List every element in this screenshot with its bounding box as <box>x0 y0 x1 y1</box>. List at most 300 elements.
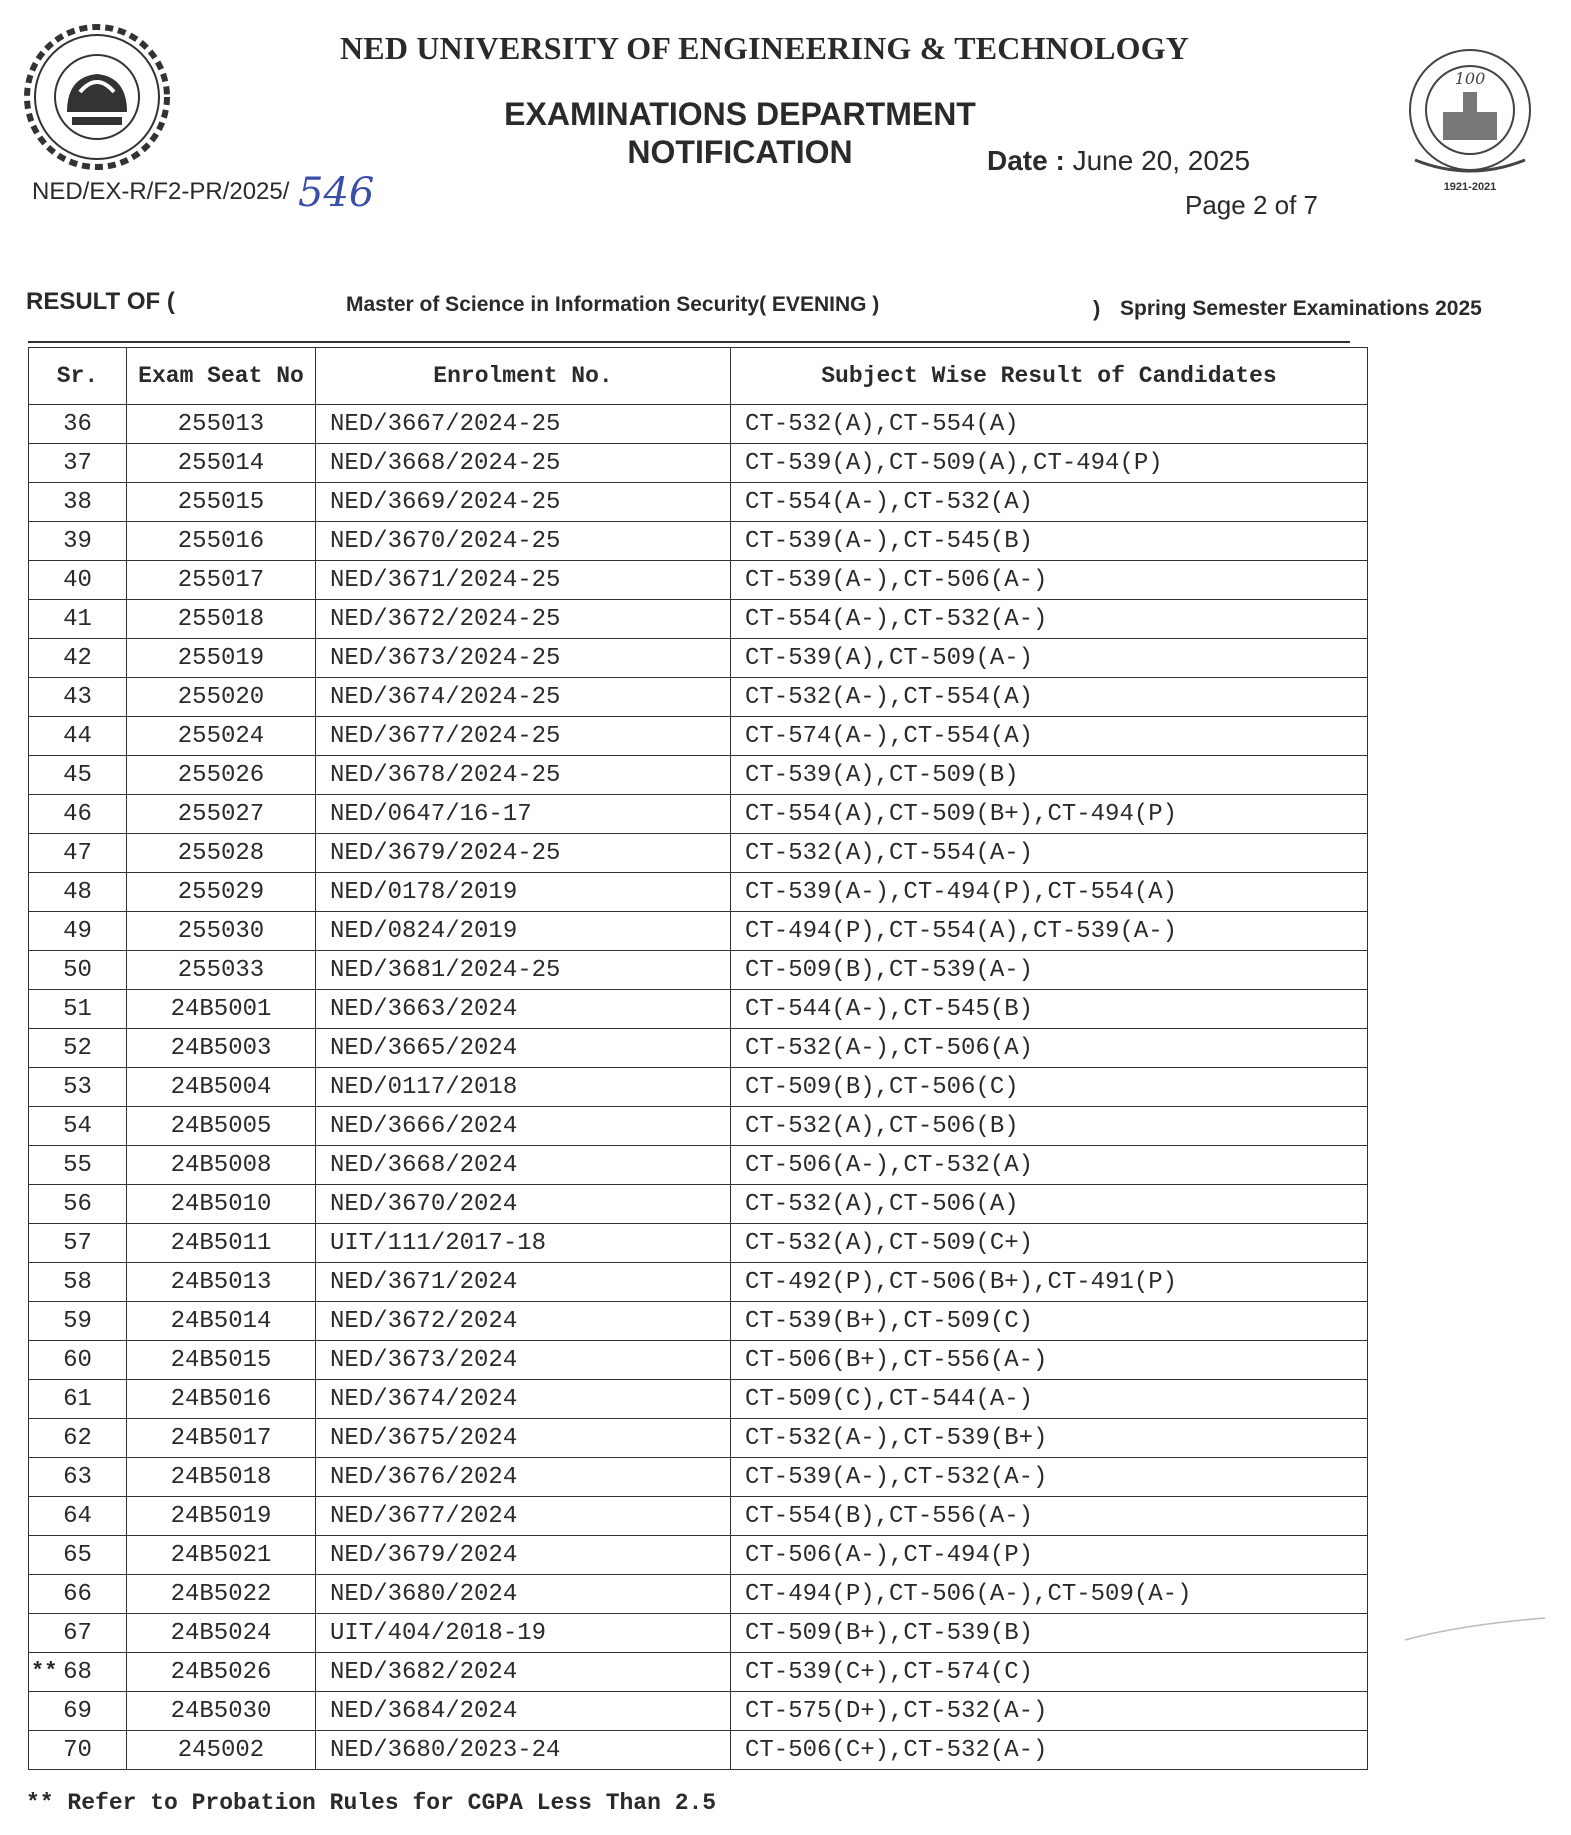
seat-no-cell <box>127 912 316 951</box>
enrolment-cell-text: NED/3670/2024-25 <box>330 527 561 555</box>
result-cell <box>731 1224 1368 1263</box>
result-cell-text: CT-509(B),CT-539(A-) <box>745 956 1034 984</box>
sr-cell-text: 52 <box>63 1034 92 1062</box>
table-row <box>29 951 1368 990</box>
result-cell <box>731 1497 1368 1536</box>
seat-no-cell-text: 24B5011 <box>170 1229 272 1257</box>
seat-no-cell <box>127 1419 316 1458</box>
enrolment-cell <box>316 561 731 600</box>
result-cell-text: CT-532(A-),CT-554(A) <box>745 683 1034 711</box>
enrolment-cell-text: NED/0824/2019 <box>330 917 518 945</box>
enrolment-cell-text: UIT/404/2018-19 <box>330 1619 547 1647</box>
university-name: NED UNIVERSITY OF ENGINEERING & TECHNOLOGY <box>340 30 1190 66</box>
seat-no-cell <box>127 678 316 717</box>
sr-cell-text: 45 <box>63 761 92 789</box>
enrolment-cell-text: NED/3681/2024-25 <box>330 956 561 984</box>
result-cell-text: CT-554(A-),CT-532(A) <box>745 488 1034 516</box>
result-cell-text: CT-494(P),CT-554(A),CT-539(A-) <box>745 917 1178 945</box>
sr-cell-text: 40 <box>63 566 92 594</box>
result-cell-text: CT-532(A),CT-554(A) <box>745 410 1019 438</box>
enrolment-cell-text: NED/3684/2024 <box>330 1697 518 1725</box>
result-of-label: RESULT OF ( <box>26 288 175 315</box>
sr-cell-text: 60 <box>63 1346 92 1374</box>
sr-cell <box>29 912 127 951</box>
table-row <box>29 1341 1368 1380</box>
table-row <box>29 873 1368 912</box>
sr-cell <box>29 522 127 561</box>
sr-cell-text: 67 <box>63 1619 92 1647</box>
sr-cell <box>29 1497 127 1536</box>
sr-cell-text: 63 <box>63 1463 92 1491</box>
header-divider <box>28 341 1350 343</box>
sr-cell-text: 43 <box>63 683 92 711</box>
seat-no-cell <box>127 1380 316 1419</box>
enrolment-cell-text: NED/3679/2024 <box>330 1541 518 1569</box>
result-cell <box>731 1146 1368 1185</box>
table-row <box>29 795 1368 834</box>
enrolment-cell <box>316 1731 731 1770</box>
enrolment-cell-text: NED/3682/2024 <box>330 1658 518 1686</box>
seat-no-cell-text: 255026 <box>177 761 265 789</box>
sr-cell-text: 42 <box>63 644 92 672</box>
sr-cell-text: 59 <box>63 1307 92 1335</box>
seat-no-cell <box>127 561 316 600</box>
seat-no-cell-text: 24B5001 <box>170 995 272 1023</box>
sr-cell-text: 64 <box>63 1502 92 1530</box>
seat-no-cell <box>127 483 316 522</box>
seat-no-cell-text: 24B5026 <box>170 1658 272 1686</box>
enrolment-cell-text: NED/3673/2024 <box>330 1346 518 1374</box>
enrolment-cell-text: NED/3666/2024 <box>330 1112 518 1140</box>
result-cell <box>731 1575 1368 1614</box>
seat-no-cell <box>127 1029 316 1068</box>
result-cell-text: CT-539(A),CT-509(B) <box>745 761 1019 789</box>
table-row <box>29 990 1368 1029</box>
seat-no-cell <box>127 522 316 561</box>
result-cell <box>731 795 1368 834</box>
result-of-close: ) <box>1093 296 1101 321</box>
seat-no-cell-text: 24B5024 <box>170 1619 272 1647</box>
result-cell-text: CT-554(A),CT-509(B+),CT-494(P) <box>745 800 1178 828</box>
table-row <box>29 1692 1368 1731</box>
sr-cell <box>29 444 127 483</box>
table-row <box>29 1029 1368 1068</box>
seat-no-cell <box>127 834 316 873</box>
sr-cell-text: 48 <box>63 878 92 906</box>
enrolment-cell-text: NED/3674/2024-25 <box>330 683 561 711</box>
enrolment-cell-text: NED/3676/2024 <box>330 1463 518 1491</box>
enrolment-cell <box>316 1419 731 1458</box>
result-cell-text: CT-575(D+),CT-532(A-) <box>745 1697 1048 1725</box>
result-cell-text: CT-539(B+),CT-509(C) <box>745 1307 1034 1335</box>
sr-cell <box>29 1146 127 1185</box>
result-cell-text: CT-574(A-),CT-554(A) <box>745 722 1034 750</box>
result-cell <box>731 1185 1368 1224</box>
results-table <box>28 347 1368 1770</box>
enrolment-cell <box>316 1107 731 1146</box>
date-line <box>987 145 1250 177</box>
sr-cell-text: 56 <box>63 1190 92 1218</box>
result-cell-text: CT-532(A),CT-506(A) <box>745 1190 1019 1218</box>
enrolment-cell-text: NED/3677/2024-25 <box>330 722 561 750</box>
seat-no-cell-text: 24B5004 <box>170 1073 272 1101</box>
seat-no-cell-text: 255029 <box>177 878 265 906</box>
enrolment-cell <box>316 912 731 951</box>
enrolment-cell-text: NED/3674/2024 <box>330 1385 518 1413</box>
pen-mark <box>1400 1600 1550 1650</box>
seat-no-cell-text: 24B5018 <box>170 1463 272 1491</box>
table-row <box>29 600 1368 639</box>
result-cell-text: CT-506(A-),CT-494(P) <box>745 1541 1034 1569</box>
sr-cell <box>29 1731 127 1770</box>
seat-no-cell-text: 24B5019 <box>170 1502 272 1530</box>
sr-cell-text: 50 <box>63 956 92 984</box>
seat-no-cell <box>127 1653 316 1692</box>
table-row <box>29 1614 1368 1653</box>
result-cell-text: CT-539(A-),CT-506(A-) <box>745 566 1048 594</box>
sr-cell-text: 36 <box>63 410 92 438</box>
sr-cell <box>29 561 127 600</box>
seat-no-cell <box>127 1146 316 1185</box>
sr-cell <box>29 1380 127 1419</box>
enrolment-cell <box>316 444 731 483</box>
enrolment-cell <box>316 600 731 639</box>
enrolment-cell-text: NED/0647/16-17 <box>330 800 532 828</box>
seat-no-cell <box>127 717 316 756</box>
reference-handwritten: 546 <box>298 170 375 216</box>
enrolment-cell-text: NED/3668/2024-25 <box>330 449 561 477</box>
enrolment-cell-text: NED/3668/2024 <box>330 1151 518 1179</box>
result-cell-text: CT-539(A-),CT-494(P),CT-554(A) <box>745 878 1178 906</box>
table-row <box>29 1731 1368 1770</box>
sr-cell-text: 68 <box>63 1658 92 1686</box>
table-row <box>29 639 1368 678</box>
enrolment-cell <box>316 678 731 717</box>
table-row <box>29 483 1368 522</box>
result-cell-text: CT-532(A),CT-554(A-) <box>745 839 1034 867</box>
seat-no-cell-text: 24B5010 <box>170 1190 272 1218</box>
sr-cell-text: 46 <box>63 800 92 828</box>
seat-no-cell-text: 255016 <box>177 527 265 555</box>
sr-cell <box>29 1614 127 1653</box>
table-row <box>29 1536 1368 1575</box>
seat-no-cell <box>127 1497 316 1536</box>
enrolment-cell <box>316 717 731 756</box>
table-row <box>29 1068 1368 1107</box>
table-row <box>29 1653 1368 1692</box>
sr-cell-text: 55 <box>63 1151 92 1179</box>
result-cell <box>731 951 1368 990</box>
sr-cell <box>29 990 127 1029</box>
result-cell <box>731 1419 1368 1458</box>
department-title: EXAMINATIONS DEPARTMENT <box>504 96 976 132</box>
enrolment-cell <box>316 1614 731 1653</box>
sr-cell <box>29 795 127 834</box>
enrolment-cell-text: NED/3663/2024 <box>330 995 518 1023</box>
result-cell <box>731 1692 1368 1731</box>
enrolment-cell-text: NED/3667/2024-25 <box>330 410 561 438</box>
seat-no-cell-text: 24B5008 <box>170 1151 272 1179</box>
sr-cell <box>29 834 127 873</box>
sr-cell-text: 61 <box>63 1385 92 1413</box>
result-cell <box>731 873 1368 912</box>
seat-no-cell <box>127 1692 316 1731</box>
enrolment-cell-text: NED/0178/2019 <box>330 878 518 906</box>
result-cell-text: CT-539(C+),CT-574(C) <box>745 1658 1034 1686</box>
sr-cell <box>29 678 127 717</box>
ned-gear-logo-left <box>22 22 172 172</box>
seat-no-cell-text: 24B5030 <box>170 1697 272 1725</box>
sr-cell <box>29 600 127 639</box>
result-cell-text: CT-532(A-),CT-506(A) <box>745 1034 1034 1062</box>
result-cell <box>731 912 1368 951</box>
seat-no-cell-text: 255020 <box>177 683 265 711</box>
result-cell-text: CT-506(B+),CT-556(A-) <box>745 1346 1048 1374</box>
sr-cell-text: 62 <box>63 1424 92 1452</box>
sr-cell <box>29 1458 127 1497</box>
result-cell <box>731 1302 1368 1341</box>
header-subject-result: Subject Wise Result of Candidates <box>731 348 1368 405</box>
table-row <box>29 1107 1368 1146</box>
seat-no-cell <box>127 1731 316 1770</box>
sr-cell-text: 70 <box>63 1736 92 1764</box>
seat-no-cell-text: 255013 <box>177 410 265 438</box>
seat-no-cell <box>127 1068 316 1107</box>
result-cell <box>731 678 1368 717</box>
seat-no-cell <box>127 873 316 912</box>
result-cell-text: CT-539(A),CT-509(A-) <box>745 644 1034 672</box>
result-cell <box>731 1029 1368 1068</box>
table-row <box>29 912 1368 951</box>
sr-cell-text: 49 <box>63 917 92 945</box>
probation-footnote: ** Refer to Probation Rules for CGPA Less Than 2.5 <box>26 1790 717 1816</box>
sr-cell <box>29 1341 127 1380</box>
table-row <box>29 522 1368 561</box>
enrolment-cell-text: NED/3665/2024 <box>330 1034 518 1062</box>
result-cell <box>731 483 1368 522</box>
result-cell-text: CT-532(A),CT-509(C+) <box>745 1229 1034 1257</box>
seat-no-cell-text: 24B5021 <box>170 1541 272 1569</box>
enrolment-cell <box>316 1536 731 1575</box>
enrolment-cell-text: NED/3672/2024-25 <box>330 605 561 633</box>
result-cell-text: CT-509(B),CT-506(C) <box>745 1073 1019 1101</box>
result-cell <box>731 1263 1368 1302</box>
seat-no-cell <box>127 600 316 639</box>
enrolment-cell-text: NED/0117/2018 <box>330 1073 518 1101</box>
result-cell <box>731 717 1368 756</box>
enrolment-cell <box>316 1029 731 1068</box>
seat-no-cell <box>127 795 316 834</box>
seat-no-cell <box>127 1224 316 1263</box>
sr-cell-text: 39 <box>63 527 92 555</box>
seat-no-cell-text: 255019 <box>177 644 265 672</box>
sr-cell-text: 37 <box>63 449 92 477</box>
result-cell-text: CT-539(A),CT-509(A),CT-494(P) <box>745 449 1163 477</box>
result-cell <box>731 600 1368 639</box>
svg-text:1921-2021: 1921-2021 <box>1443 181 1497 192</box>
enrolment-cell <box>316 483 731 522</box>
seat-no-cell-text: 255018 <box>177 605 265 633</box>
seat-no-cell-text: 255033 <box>177 956 265 984</box>
enrolment-cell <box>316 1497 731 1536</box>
seat-no-cell <box>127 1302 316 1341</box>
sr-cell <box>29 1029 127 1068</box>
result-cell-text: CT-554(B),CT-556(A-) <box>745 1502 1034 1530</box>
enrolment-cell-text: NED/3671/2024 <box>330 1268 518 1296</box>
seat-no-cell <box>127 1458 316 1497</box>
enrolment-cell <box>316 1458 731 1497</box>
enrolment-cell <box>316 1068 731 1107</box>
header-enrolment-no: Enrolment No. <box>316 348 731 405</box>
table-row <box>29 1497 1368 1536</box>
sr-cell <box>29 1068 127 1107</box>
sr-cell <box>29 1107 127 1146</box>
result-cell <box>731 1731 1368 1770</box>
enrolment-cell <box>316 405 731 444</box>
sr-cell-text: 66 <box>63 1580 92 1608</box>
table-row <box>29 1263 1368 1302</box>
sr-cell-text: 65 <box>63 1541 92 1569</box>
seat-no-cell <box>127 1107 316 1146</box>
table-row <box>29 1302 1368 1341</box>
table-row <box>29 1185 1368 1224</box>
result-cell <box>731 1653 1368 1692</box>
result-cell <box>731 444 1368 483</box>
result-cell <box>731 1536 1368 1575</box>
ned-centenary-logo-right <box>1395 42 1545 192</box>
table-row <box>29 1146 1368 1185</box>
enrolment-cell <box>316 990 731 1029</box>
seat-no-cell-text: 24B5022 <box>170 1580 272 1608</box>
result-cell-text: CT-492(P),CT-506(B+),CT-491(P) <box>745 1268 1178 1296</box>
result-cell-text: CT-554(A-),CT-532(A-) <box>745 605 1048 633</box>
enrolment-cell <box>316 1341 731 1380</box>
enrolment-cell <box>316 1692 731 1731</box>
sr-cell-text: 58 <box>63 1268 92 1296</box>
enrolment-cell <box>316 1380 731 1419</box>
result-cell-text: CT-539(A-),CT-532(A-) <box>745 1463 1048 1491</box>
seat-no-cell-text: 24B5014 <box>170 1307 272 1335</box>
table-header-row <box>29 348 1368 405</box>
sr-cell-text: 54 <box>63 1112 92 1140</box>
seat-no-cell-text: 255028 <box>177 839 265 867</box>
seat-no-cell-text: 24B5016 <box>170 1385 272 1413</box>
reference-number: NED/EX-R/F2-PR/2025/ <box>32 178 290 205</box>
enrolment-cell-text: NED/3672/2024 <box>330 1307 518 1335</box>
enrolment-cell-text: UIT/111/2017-18 <box>330 1229 547 1257</box>
date-value: June 20, 2025 <box>1072 145 1251 176</box>
result-cell <box>731 1068 1368 1107</box>
result-cell <box>731 990 1368 1029</box>
seat-no-cell-text: 24B5003 <box>170 1034 272 1062</box>
sr-cell-text: 51 <box>63 995 92 1023</box>
table-row <box>29 1224 1368 1263</box>
enrolment-cell <box>316 639 731 678</box>
table-row <box>29 444 1368 483</box>
result-cell <box>731 1107 1368 1146</box>
seat-no-cell <box>127 990 316 1029</box>
enrolment-cell <box>316 795 731 834</box>
result-cell <box>731 1380 1368 1419</box>
enrolment-cell <box>316 834 731 873</box>
program-name: Master of Science in Information Security( EVENING ) <box>346 293 880 316</box>
enrolment-cell <box>316 873 731 912</box>
enrolment-cell <box>316 1224 731 1263</box>
table-row <box>29 678 1368 717</box>
sr-cell <box>29 756 127 795</box>
seat-no-cell <box>127 756 316 795</box>
table-row <box>29 717 1368 756</box>
table-row <box>29 756 1368 795</box>
sr-cell-text: 47 <box>63 839 92 867</box>
seat-no-cell-text: 255017 <box>177 566 265 594</box>
enrolment-cell <box>316 1263 731 1302</box>
seat-no-cell <box>127 1575 316 1614</box>
result-cell-text: CT-506(A-),CT-532(A) <box>745 1151 1034 1179</box>
result-cell-text: CT-532(A),CT-506(B) <box>745 1112 1019 1140</box>
sr-cell <box>29 1302 127 1341</box>
exam-session: Spring Semester Examinations 2025 <box>1120 297 1482 320</box>
seat-no-cell-text: 255027 <box>177 800 265 828</box>
table-row <box>29 1458 1368 1497</box>
sr-cell <box>29 1653 127 1692</box>
sr-cell <box>29 1224 127 1263</box>
sr-cell-text: 38 <box>63 488 92 516</box>
sr-cell <box>29 717 127 756</box>
result-cell <box>731 1458 1368 1497</box>
header-sr: Sr. <box>29 348 127 405</box>
sr-cell <box>29 1692 127 1731</box>
enrolment-cell <box>316 951 731 990</box>
sr-cell <box>29 1419 127 1458</box>
seat-no-cell <box>127 1185 316 1224</box>
seat-no-cell <box>127 951 316 990</box>
result-cell-text: CT-509(C),CT-544(A-) <box>745 1385 1034 1413</box>
result-cell <box>731 834 1368 873</box>
result-cell-text: CT-539(A-),CT-545(B) <box>745 527 1034 555</box>
sr-cell-text: 44 <box>63 722 92 750</box>
seat-no-cell-text: 245002 <box>177 1736 265 1764</box>
svg-text:100: 100 <box>1454 69 1486 88</box>
table-row <box>29 1575 1368 1614</box>
seat-no-cell-text: 255014 <box>177 449 265 477</box>
table-row <box>29 561 1368 600</box>
sr-cell <box>29 1185 127 1224</box>
sr-cell <box>29 1263 127 1302</box>
seat-no-cell <box>127 1536 316 1575</box>
result-cell <box>731 405 1368 444</box>
enrolment-cell-text: NED/3669/2024-25 <box>330 488 561 516</box>
enrolment-cell <box>316 522 731 561</box>
sr-cell <box>29 1575 127 1614</box>
seat-no-cell <box>127 444 316 483</box>
sr-cell-text: 53 <box>63 1073 92 1101</box>
seat-no-cell <box>127 405 316 444</box>
enrolment-cell-text: NED/3675/2024 <box>330 1424 518 1452</box>
enrolment-cell <box>316 1302 731 1341</box>
notification-title: NOTIFICATION <box>627 134 853 170</box>
result-cell-text: CT-506(C+),CT-532(A-) <box>745 1736 1048 1764</box>
enrolment-cell-text: NED/3677/2024 <box>330 1502 518 1530</box>
result-cell <box>731 522 1368 561</box>
enrolment-cell-text: NED/3678/2024-25 <box>330 761 561 789</box>
enrolment-cell-text: NED/3680/2024 <box>330 1580 518 1608</box>
seat-no-cell-text: 24B5005 <box>170 1112 272 1140</box>
seat-no-cell <box>127 1341 316 1380</box>
sr-cell <box>29 639 127 678</box>
enrolment-cell-text: NED/3670/2024 <box>330 1190 518 1218</box>
table-row <box>29 1419 1368 1458</box>
